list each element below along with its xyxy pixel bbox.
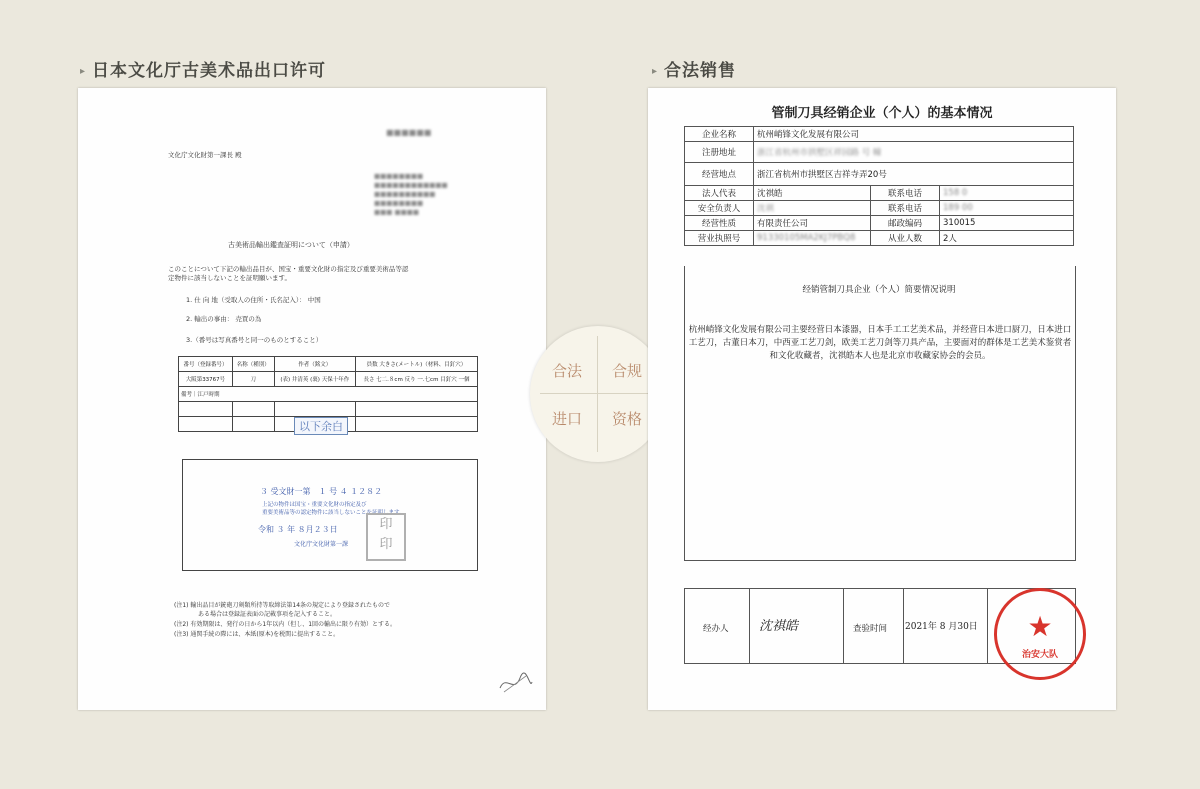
label-compliant: 合规: [612, 362, 643, 380]
table-cell: 刀: [232, 372, 274, 387]
description-text: 杭州峭锋文化发展有限公司主要经营日本漆器，日本手工工艺美术品，并经营日本进口厨刀，日本进口工艺刀，古董日本刀，中西亚工艺刀剑，欧美工艺刀剑等刀具产品，主要面对的群体是工艺美术鉴赏者和文化收藏者，沈祺皓本人也是北京市收藏家协会的会员。: [688, 325, 1072, 361]
table-cell: 長さ 七二.８cm 反り 一.七cm 目釘穴 一個: [355, 372, 477, 387]
handler-label: 经办人: [703, 624, 729, 634]
right-section-title: ▸ 合法销售: [652, 61, 737, 81]
recipient: 文化庁文化財第一課長 殿: [168, 151, 242, 159]
table-header-row: [179, 357, 478, 372]
circle-divider: [597, 336, 598, 452]
table-row: [179, 387, 478, 402]
subject: 古美術品輸出鑑査証明について（申請）: [228, 241, 354, 249]
note-2: (注2) 有効期限は、発行の日から1年以内（但し、1回の輸出に限り有効）とする。: [174, 621, 397, 628]
doc-number-blurred: ■■■■■■: [386, 128, 432, 137]
applicant-info-blurred: ■■■■■■■■ ■■■■■■■■■■■■ ■■■■■■■■■■ ■■■■■■■■ ■■■ ■■■■: [374, 172, 448, 216]
stamp-date: 令和 ３ 年 ８月２３日: [258, 525, 338, 534]
label-import: 进口: [552, 410, 583, 428]
table-row: 经营地点 浙江省杭州市拱墅区吉祥寺弄20号: [685, 163, 1074, 186]
compliance-circle: [530, 326, 666, 462]
table-header: 員数 大きさ(メートル)（材料、目釘穴）: [355, 357, 477, 372]
table-header: 番号（登録番号）: [179, 357, 233, 372]
table-row: [179, 402, 478, 417]
handler-signature: 沈祺皓: [759, 619, 799, 634]
table-row: 经营性质 有限责任公司 邮政编码 310015: [685, 216, 1074, 231]
description-title: 经销管制刀具企业（个人）简要情况说明: [802, 285, 956, 295]
table-cell: 大阪第33767号: [179, 372, 233, 387]
remark: 備考｜江戸時期: [179, 387, 478, 402]
table-row: 企业名称 杭州峭锋文化发展有限公司: [685, 127, 1074, 142]
note-3: (注3) 通関手続の際には、本紙(原本)を税関に提出すること。: [174, 631, 340, 638]
table-cell: (表) 井清英 (裏) 天保十年作: [274, 372, 355, 387]
table-row: 营业执照号 91330105MA2KJ7PBQ8 从业人数 2人: [685, 231, 1074, 246]
note-1b: ある場合は登録証表面の記載事項を記入すること。: [198, 611, 337, 618]
japan-export-certificate: [78, 88, 546, 710]
seal-text: 治安大队: [1021, 650, 1058, 660]
description-box: [684, 266, 1076, 561]
police-seal: [994, 588, 1086, 680]
item-3: 3.（番号は写真番号と同一のものとすること）: [186, 336, 323, 344]
knife-dealer-registration: [648, 88, 1116, 710]
circle-divider: [540, 393, 656, 394]
stamp-issuer: 文化庁文化財第一課: [294, 541, 349, 548]
check-time-value: 2021年 8 月30日: [905, 622, 978, 632]
stamp-number: ３ 受文財一第 １ 号 ４ １２８２: [260, 487, 383, 496]
item-1: 1. 仕 向 地（受取人の住所・氏名記入）： 中国: [186, 296, 321, 304]
yixia-stamp: 以下余白: [294, 417, 348, 435]
info-table: [684, 126, 1074, 246]
table-header: 名称（種別）: [232, 357, 274, 372]
item-2: 2. 輸出の事由： 売買の為: [186, 315, 262, 323]
doc-title: 管制刀具经销企业（个人）的基本情况: [771, 106, 993, 121]
check-time-label: 查验时间: [853, 624, 888, 634]
signature-scribble: [496, 668, 536, 698]
triangle-icon: ▸: [80, 66, 87, 77]
table-row: 安全负责人 沈祺 联系电话 189 00: [685, 201, 1074, 216]
left-section-title: ▸ 日本文化厅古美术品出口许可: [80, 61, 327, 81]
intro-line-2: 定物件に該当しないことを証明願います。: [168, 274, 291, 282]
note-1: (注1) 輸出品目が銃砲刀剣類所持等取締法第14条の規定により登録されたもので: [174, 602, 391, 609]
table-row: 法人代表 沈祺皓 联系电话 158 0: [685, 186, 1074, 201]
stamp-line-2: 上記の物件は国宝・重要文化財の指定及び: [262, 502, 367, 508]
triangle-icon: ▸: [652, 66, 659, 77]
stamp-line-3: 重要美術品等の認定物件に該当しないことを証明します。: [262, 510, 405, 516]
table-row: [179, 372, 478, 387]
intro-line-1: このことについて下記の輸出品目が、国宝・重要文化財の指定及び重要美術品等認: [168, 265, 409, 273]
label-qualification: 资格: [612, 410, 643, 428]
table-row: 注册地址 浙江省杭州市拱墅区祥园路 号 幢: [685, 142, 1074, 163]
star-icon: ★: [1027, 610, 1053, 643]
label-legal: 合法: [552, 362, 583, 380]
official-seal: 印 印: [366, 513, 406, 561]
table-header: 作者（銘文）: [274, 357, 355, 372]
